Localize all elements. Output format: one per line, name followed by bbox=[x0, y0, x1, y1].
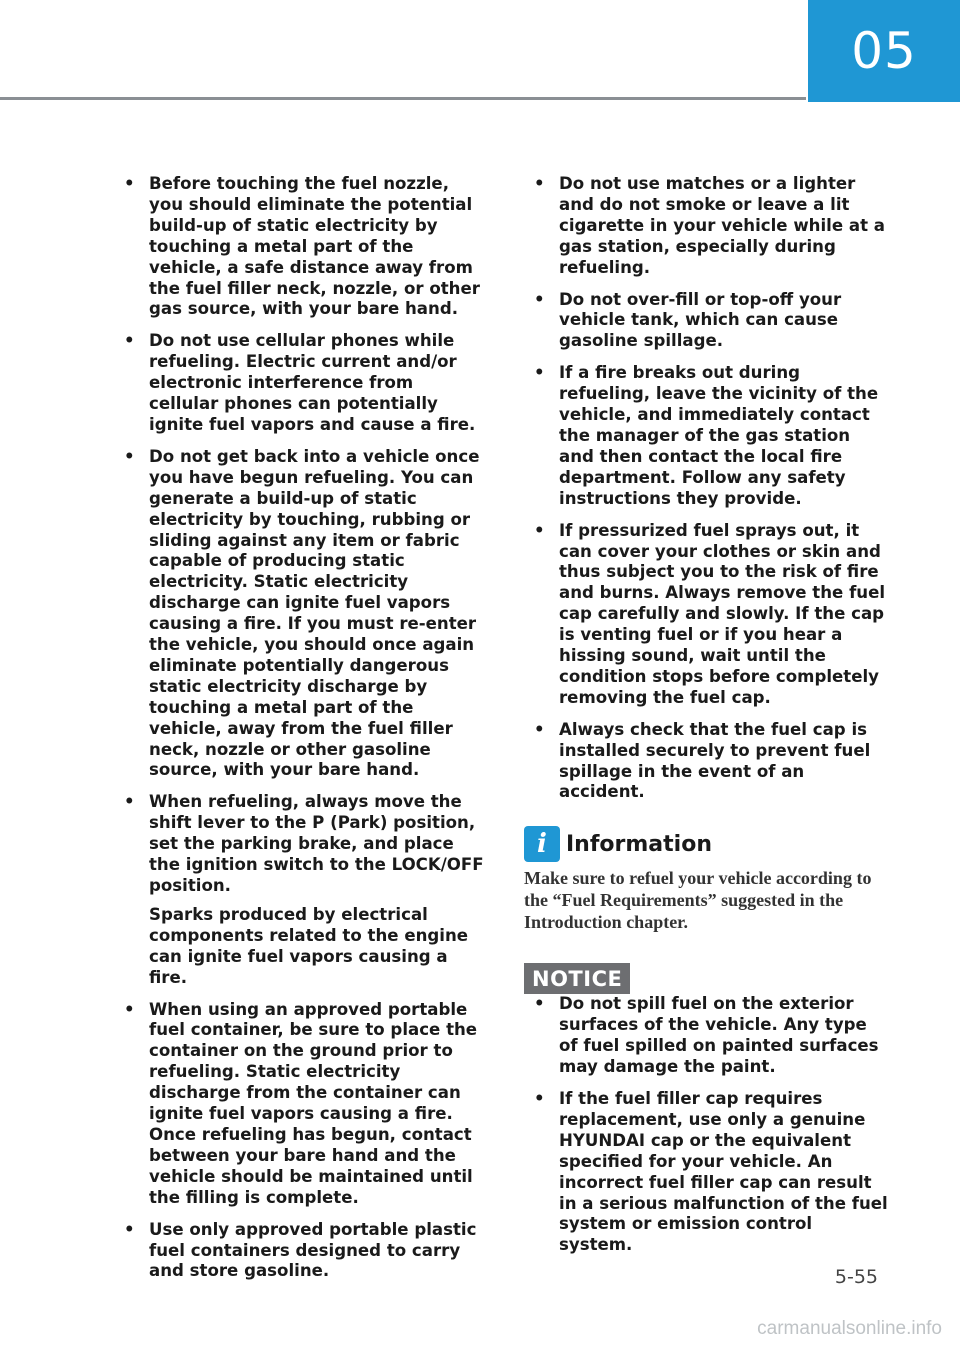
list-item-text: If a fire breaks out during refueling, leave the vicinity of the vehicle, and immediately contact the manager of the gas station and then contact the local fire department. Follow any safety instructions they provide. bbox=[559, 363, 879, 508]
bullet-icon: • bbox=[124, 174, 135, 193]
bullet-icon: • bbox=[534, 520, 545, 540]
bullet-icon: • bbox=[534, 1089, 545, 1108]
list-item-text: If pressurized fuel sprays out, it can cover your clothes or skin and thus subject you to the risk of fire and burns. Always remove the fuel cap carefully and slowly. If the cap is venting fuel or if you hear a hissing sound, wait until the condition stops before completely removing the fuel cap. bbox=[559, 520, 886, 707]
notice-list bbox=[524, 994, 890, 1256]
left-column bbox=[114, 174, 484, 1293]
information-body: Make sure to refuel your vehicle according to the “Fuel Requirements” suggested in the Introduction chapter. bbox=[524, 868, 872, 933]
warning-list-right bbox=[524, 174, 890, 803]
bullet-icon: • bbox=[124, 1219, 135, 1239]
bullet-icon: • bbox=[124, 999, 135, 1019]
list-item-text: Do not use cellular phones while refueling. Electric current and/or electronic interference from cellular phones can potentially ignite fuel vapors and cause a fire. bbox=[149, 331, 476, 434]
list-item bbox=[524, 174, 890, 279]
list-item bbox=[114, 792, 484, 988]
info-icon: i bbox=[524, 826, 560, 862]
information-header bbox=[524, 825, 890, 863]
list-item bbox=[524, 720, 890, 804]
list-item bbox=[114, 331, 484, 436]
warning-list-left bbox=[114, 174, 484, 1282]
list-item-text: If the fuel filler cap requires replacement, use only a genuine HYUNDAI cap or the equivalent specified for your vehicle. An incorrect fuel filler cap can result in a serious malfunction of the fuel system or emission control system. bbox=[559, 1089, 888, 1255]
list-item-text: Do not spill fuel on the exterior surfaces of the vehicle. Any type of fuel spilled on painted surfaces may damage the paint. bbox=[559, 994, 879, 1077]
list-item bbox=[114, 1000, 484, 1209]
bullet-icon: • bbox=[534, 363, 545, 383]
bullet-icon: • bbox=[124, 792, 135, 812]
bullet-icon: • bbox=[534, 719, 545, 739]
list-item-text: Do not use matches or a lighter and do not smoke or leave a lit cigarette in your vehicle while at a gas station, especially during refueling. bbox=[559, 174, 885, 277]
page-number: 5-55 bbox=[834, 1266, 878, 1288]
bullet-icon: • bbox=[534, 994, 545, 1014]
notice-label: NOTICE bbox=[524, 963, 630, 994]
list-item bbox=[524, 1089, 890, 1256]
list-item-text: Use only approved portable plastic fuel containers designed to carry and store gasoline. bbox=[149, 1219, 477, 1281]
information-title: Information bbox=[566, 831, 712, 857]
list-item bbox=[524, 994, 890, 1078]
list-item-subparagraph: Sparks produced by electrical components related to the engine can ignite fuel vapors causing a fire. bbox=[149, 904, 469, 987]
bullet-icon: • bbox=[124, 331, 135, 351]
list-item-text: When refueling, always move the shift lever to the P (Park) position, set the parking brake, and place the ignition switch to the LOCK/OFF position. bbox=[149, 792, 484, 895]
list-item bbox=[524, 363, 890, 509]
list-item bbox=[524, 521, 890, 709]
list-item-text: Always check that the fuel cap is installed securely to prevent fuel spillage in the event of an accident. bbox=[559, 719, 871, 802]
list-item-text: Before touching the fuel nozzle, you should eliminate the potential build-up of static electricity by touching a metal part of the vehicle, a safe distance away from the fuel filler neck, nozzle, or other gas source, with your bare hand. bbox=[149, 174, 480, 319]
list-item bbox=[114, 174, 484, 320]
list-item bbox=[114, 1220, 484, 1283]
bullet-icon: • bbox=[534, 289, 545, 309]
bullet-icon: • bbox=[124, 446, 135, 466]
watermark: carmanualsonline.info bbox=[757, 1318, 942, 1339]
right-column bbox=[524, 174, 890, 1267]
list-item bbox=[524, 290, 890, 353]
list-item-text: Do not over-fill or top-off your vehicle tank, which can cause gasoline spillage. bbox=[559, 289, 842, 351]
header-rule bbox=[0, 97, 806, 100]
list-item-text: When using an approved portable fuel container, be sure to place the container on the ground prior to refueling. Static electricity discharge from the container can ignite fuel vapors causing a fire. Once refueling has begun, contact between your bare hand and the vehicle should be maintained until the filling is complete. bbox=[149, 999, 478, 1207]
chapter-tab: 05 bbox=[808, 0, 960, 102]
bullet-icon: • bbox=[534, 174, 545, 193]
list-item bbox=[114, 447, 484, 782]
list-item-text: Do not get back into a vehicle once you have begun refueling. You can generate a build-up of static electricity by touching, rubbing or sliding against any item or fabric capable of producing static electricity. Static electricity discharge can ignite fuel vapors causing a fire. If you must re-enter the vehicle, you should once again eliminate potentially dangerous static electricity discharge by touching a metal part of the vehicle, away from the fuel filler neck, nozzle or other gasoline source, with your bare hand. bbox=[149, 446, 480, 780]
